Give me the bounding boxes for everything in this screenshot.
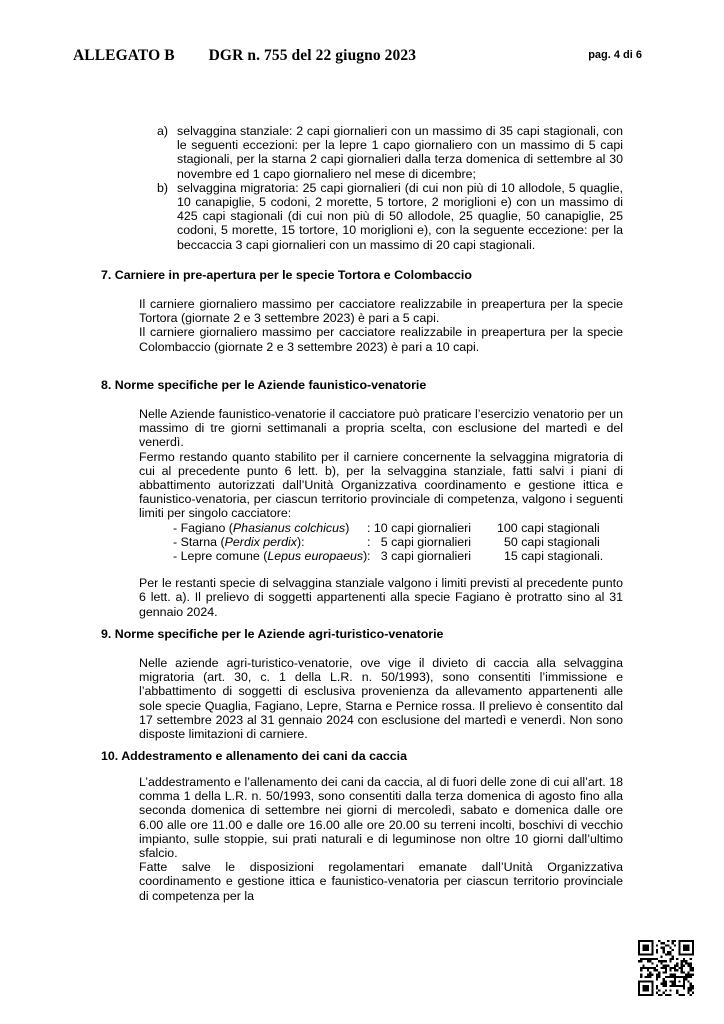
section-9-paragraph-1: Nelle aziende agri-turistico-venatorie, ove vige il divieto di caccia alla selvaggina migratoria (art. 30, c. 1 della L.R. n. 50/1993), sono consentiti l’immissione e l’abbattimento di soggetti di esclusiva provenienza da allevamento appartenenti alle sole specie Quaglia, Fagiano, Lepre, Starna e Pernice rossa. Il prelievo è consentito dal 17 settembre 2023 al 31 gennaio 2024 con esclusione del martedì e venerdì. Non sono disposte limitazioni di carniere. (139, 656, 623, 742)
species-name: - Fagiano (Phasianus colchicus) (173, 520, 350, 535)
section-8-title: 8. Norme specifiche per le Aziende faunistico-venatorie (101, 378, 427, 392)
list-item (157, 181, 623, 252)
species-row (173, 521, 623, 535)
species-limits-table (139, 521, 623, 564)
page-number: pag. 4 di 6 (588, 49, 642, 61)
species-row (173, 549, 623, 563)
allegato-label: ALLEGATO B (73, 47, 175, 64)
list-item (157, 124, 623, 181)
section-10-title: 10. Addestramento e allenamento dei cani da caccia (101, 749, 407, 763)
list-item-label: b) (157, 180, 169, 195)
section-8-paragraph-2: Fermo restando quanto stabilito per il carniere concernente la selvaggina migratoria di cui al precedente punto 6 lett. b), per la selvaggina stanziale, fatti salvi i piani di abbattimento autorizzati dall’Unità Organizzativa coordinamento e gestione ittica e faunistico-venatoria, per ciascun territorio provinciale di competenza, valgono i seguenti limiti per singolo cacciatore: (139, 449, 623, 521)
section-10-paragraph-2: Fatte salve le disposizioni regolamentari emanate dall’Unità Organizzativa coordinamento e gestione ittica e faunistico-venatoria per ciascun territorio provinciale di competenza per la (139, 860, 623, 903)
document-header (73, 47, 416, 65)
species-seasonal-limit: 15 capi stagionali. (504, 549, 604, 564)
species-row (173, 535, 623, 549)
section-8-body (139, 407, 623, 619)
section-10-body (139, 775, 623, 903)
section-10-paragraph-1: L’addestramento e l’allenamento dei cani da caccia, al di fuori delle zone di cui all’art. 18 comma 1 della L.R. n. 50/1993, sono consentiti dalla terza domenica di agosto fino alla seconda domenica di settembre nei giorni di mercoledì, sabato e domenica dalle ore 6.00 alle ore 11.00 e dalle ore 16.00 alle ore 20.00 su terreni incolti, boschivi di vecchio impianto, sulle stoppie, sui prati naturali e di leguminose non oltre 10 giorni dall’ultimo sfalcio. (139, 775, 623, 861)
section-7-paragraph-1: Il carniere giornaliero massimo per cacciatore realizzabile in preapertura per la specie Tortora (giornate 2 e 3 settembre 2023) è pari a 5 capi. (139, 297, 623, 326)
section-8-paragraph-1: Nelle Aziende faunistico-venatorie il cacciatore può praticare l’esercizio venatorio per un massimo di tre giorni settimanali a propria scelta, con esclusione del martedì e del venerdì. (139, 407, 623, 450)
section-7-paragraph-2: Il carniere giornaliero massimo per cacciatore realizzabile in preapertura per la specie Colombaccio (giornate 2 e 3 settembre 2023) è pari a 10 capi. (139, 325, 623, 354)
section-9-title: 9. Norme specifiche per le Aziende agri-turistico-venatorie (101, 627, 444, 641)
species-name: - Lepre comune (Lepus europaeus) (173, 549, 368, 564)
list-item-label: a) (157, 124, 169, 138)
qr-code-icon (638, 940, 694, 996)
section-8-paragraph-3: Per le restanti specie di selvaggina stanziale valgono i limiti previsti al precedente punto 6 lett. a). Il prelievo di soggetti appartenenti alla specie Fagiano è protratto sino al 31 gennaio 2024. (139, 576, 623, 619)
species-seasonal-limit: 50 capi stagionali (504, 534, 600, 549)
list-item-text: selvaggina migratoria: 25 capi giornalieri (di cui non più di 10 allodole, 5 quaglie, 10 canapiglie, 5 codoni, 2 morette, 5 tortore, 2 moriglioni e) con un massimo di 425 capi stagionali (di cui non più di 50 allodole, 25 quaglie, 50 canapiglie, 25 codoni, 5 morette, 15 tortore, 10 moriglioni e), con la seguente eccezione: per la beccaccia 3 capi giornalieri con un massimo di 20 capi stagionali. (177, 180, 623, 252)
species-daily-limit: : 5 capi giornalieri (367, 534, 471, 549)
species-name: - Starna (Perdix perdix): (173, 534, 305, 549)
species-seasonal-limit: 100 capi stagionali (497, 520, 600, 535)
section-7-title: 7. Carniere in pre-apertura per le specie Tortora e Colombaccio (101, 268, 472, 282)
dgr-reference: DGR n. 755 del 22 giugno 2023 (208, 47, 417, 64)
species-daily-limit: : 3 capi giornalieri (367, 549, 471, 564)
section-9-body (139, 656, 623, 741)
section-7-body (139, 297, 623, 354)
list-item-text: selvaggina stanziale: 2 capi giornalieri con un massimo di 35 capi stagionali, con le seguenti eccezioni: per la lepre 1 capo giornaliero con un massimo di 5 capi stagionali, per la starna 2 capi giornalieri dalla terza domenica di settembre al 30 novembre ed 1 capo giornaliero nel mese di dicembre; (177, 124, 623, 181)
carniere-list (157, 124, 623, 252)
species-daily-limit: : 10 capi giornalieri (367, 520, 472, 535)
